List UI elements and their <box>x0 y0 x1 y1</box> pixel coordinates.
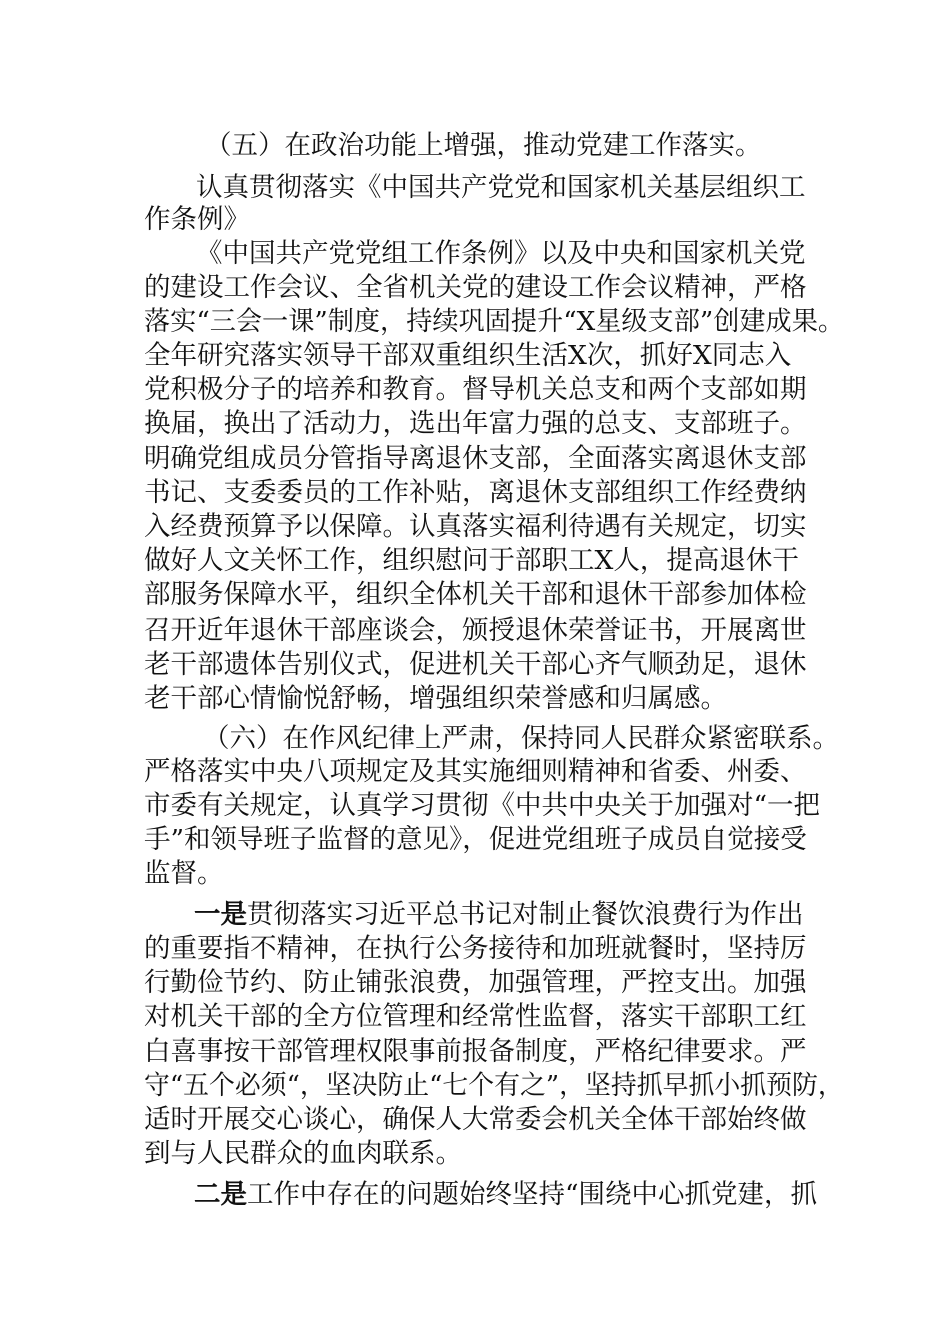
body-line: 到与人民群众的血肉联系。 <box>144 1138 462 1169</box>
body-line: 白喜事按干部管理权限事前报备制度，严格纪律要求。严 <box>144 1036 807 1067</box>
body-line: 党积极分子的培养和教育。督导机关总支和两个支部如期 <box>144 374 807 405</box>
point-1-text: 贯彻落实习近平总书记对制止餐饮浪费行为作出 <box>247 899 804 930</box>
body-line: 老干部心情愉悦舒畅，增强组织荣誉感和归属感。 <box>144 683 727 714</box>
body-line: 部服务保障水平，组织全体机关干部和退休干部参加体检 <box>144 579 807 610</box>
body-line: 手”和领导班子监督的意见》，促进党组班子成员自觉接受 <box>144 824 807 855</box>
body-line: 的重要指不精神，在执行公务接待和加班就餐时，坚持厉 <box>144 933 807 964</box>
body-line: 的建设工作会议、全省机关党的建设工作会议精神，严格 <box>144 272 807 303</box>
body-line: 适时开展交心谈心，确保人大常委会机关全体干部始终做 <box>144 1104 807 1135</box>
body-line: 落实“三会一课”制度，持续巩固提升“X星级支部”创建成果。 <box>144 306 845 337</box>
body-line: 作条例》 <box>144 204 250 235</box>
point-1-label: 一是 <box>194 899 247 930</box>
body-line: 监督。 <box>144 858 224 889</box>
body-line: 严格落实中央八项规定及其实施细则精神和省委、州委、 <box>144 756 807 787</box>
body-line: 换届，换出了活动力，选出年富力强的总支、支部班子。 <box>144 408 807 439</box>
section-6-heading: （六）在作风纪律上严肃，保持同人民群众紧密联系。 <box>203 723 839 754</box>
body-line: 认真贯彻落实《中国共产党党和国家机关基层组织工 <box>196 172 806 203</box>
body-line: 明确党组成员分管指导离退休支部，全面落实离退休支部 <box>144 443 807 474</box>
section-5-heading: （五）在政治功能上增强，推动党建工作落实。 <box>205 130 762 161</box>
point-2-label: 二是 <box>194 1179 247 1210</box>
body-line: 做好人文关怀工作，组织慰问于部职工X人，提高退休干 <box>144 545 799 576</box>
body-line: 对机关干部的全方位管理和经常性监督，落实干部职工红 <box>144 1001 807 1032</box>
body-line: 书记、支委委员的工作补贴，离退休支部组织工作经费纳 <box>144 477 807 508</box>
body-line: 召开近年退休干部座谈会，颁授退休荣誉证书，开展离世 <box>144 615 807 646</box>
point-2-paragraph-start <box>194 1177 844 1213</box>
point-2-text: 工作中存在的问题始终坚持“围绕中心抓党建，抓 <box>247 1179 818 1210</box>
body-line: 守“五个必须“，坚决防止“七个有之”，坚持抓早抓小抓预防， <box>144 1070 844 1101</box>
body-line: 行勤俭节约、防止铺张浪费，加强管理，严控支出。加强 <box>144 967 807 998</box>
body-line: 《中国共产党党组工作条例》以及中央和国家机关党 <box>196 238 806 269</box>
body-line: 市委有关规定，认真学习贯彻《中共中央关于加强对“一把 <box>144 790 821 821</box>
body-line: 全年研究落实领导干部双重组织生活X次，抓好X同志入 <box>144 340 792 371</box>
point-1-paragraph-start <box>194 897 844 933</box>
body-line: 老干部遗体告别仪式，促进机关干部心齐气顺劲足，退休 <box>144 649 807 680</box>
body-line: 入经费预算予以保障。认真落实福利待遇有关规定，切实 <box>144 511 807 542</box>
